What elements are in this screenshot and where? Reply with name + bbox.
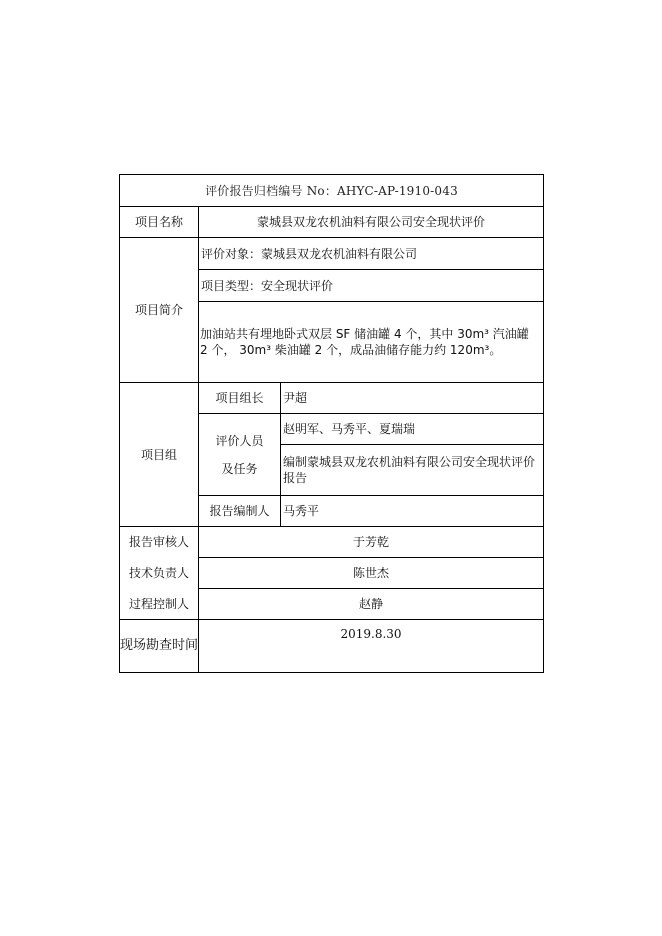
process-ctrl-value: 赵静 [199, 589, 544, 620]
reviewer-row [120, 527, 544, 558]
evaluators-label-line-1: 评价人员 [215, 433, 264, 448]
site-inspection-label: 现场勘查时间 [120, 620, 199, 673]
project-name-value: 蒙城县双龙农机油料有限公司安全现状评价 [199, 207, 544, 238]
evaluators-label-line-2: 及任务 [221, 461, 258, 476]
reviewer-label: 报告审核人 [120, 527, 199, 558]
leader-row [120, 383, 544, 414]
evaluation-target-row [120, 238, 544, 270]
site-inspection-row [120, 620, 544, 673]
project-brief-label: 项目简介 [120, 238, 199, 383]
project-description: 加油站共有埋地卧式双层 SF 储油罐 4 个，其中 30m³ 汽油罐 2 个， 30m³ 柴油罐 2 个，成品油储存能力约 120m³。 [199, 302, 544, 383]
project-name-label: 项目名称 [120, 207, 199, 238]
evaluators-label [199, 414, 281, 496]
process-ctrl-row [120, 589, 544, 620]
compiler-label: 报告编制人 [199, 496, 281, 527]
project-group-label: 项目组 [120, 383, 199, 527]
process-ctrl-label: 过程控制人 [120, 589, 199, 620]
evaluators-value: 赵明军、马秀平、夏瑞瑞 [281, 414, 544, 445]
tech-lead-value: 陈世杰 [199, 558, 544, 589]
reviewer-value: 于芳乾 [199, 527, 544, 558]
archive-number: 评价报告归档编号 No：AHYC-AP-1910-043 [120, 175, 544, 207]
compiler-value: 马秀平 [281, 496, 544, 527]
leader-value: 尹超 [281, 383, 544, 414]
project-name-row [120, 207, 544, 238]
site-inspection-value: 2019.8.30 [199, 620, 544, 673]
task-value: 编制蒙城县双龙农机油料有限公司安全现状评价报告 [281, 445, 544, 496]
evaluation-target: 评价对象：蒙城县双龙农机油料有限公司 [199, 238, 544, 270]
tech-lead-label: 技术负责人 [120, 558, 199, 589]
tech-lead-row [120, 558, 544, 589]
leader-label: 项目组长 [199, 383, 281, 414]
archive-number-row [120, 175, 544, 207]
project-info-table [119, 174, 544, 673]
project-type: 项目类型：安全现状评价 [199, 270, 544, 302]
